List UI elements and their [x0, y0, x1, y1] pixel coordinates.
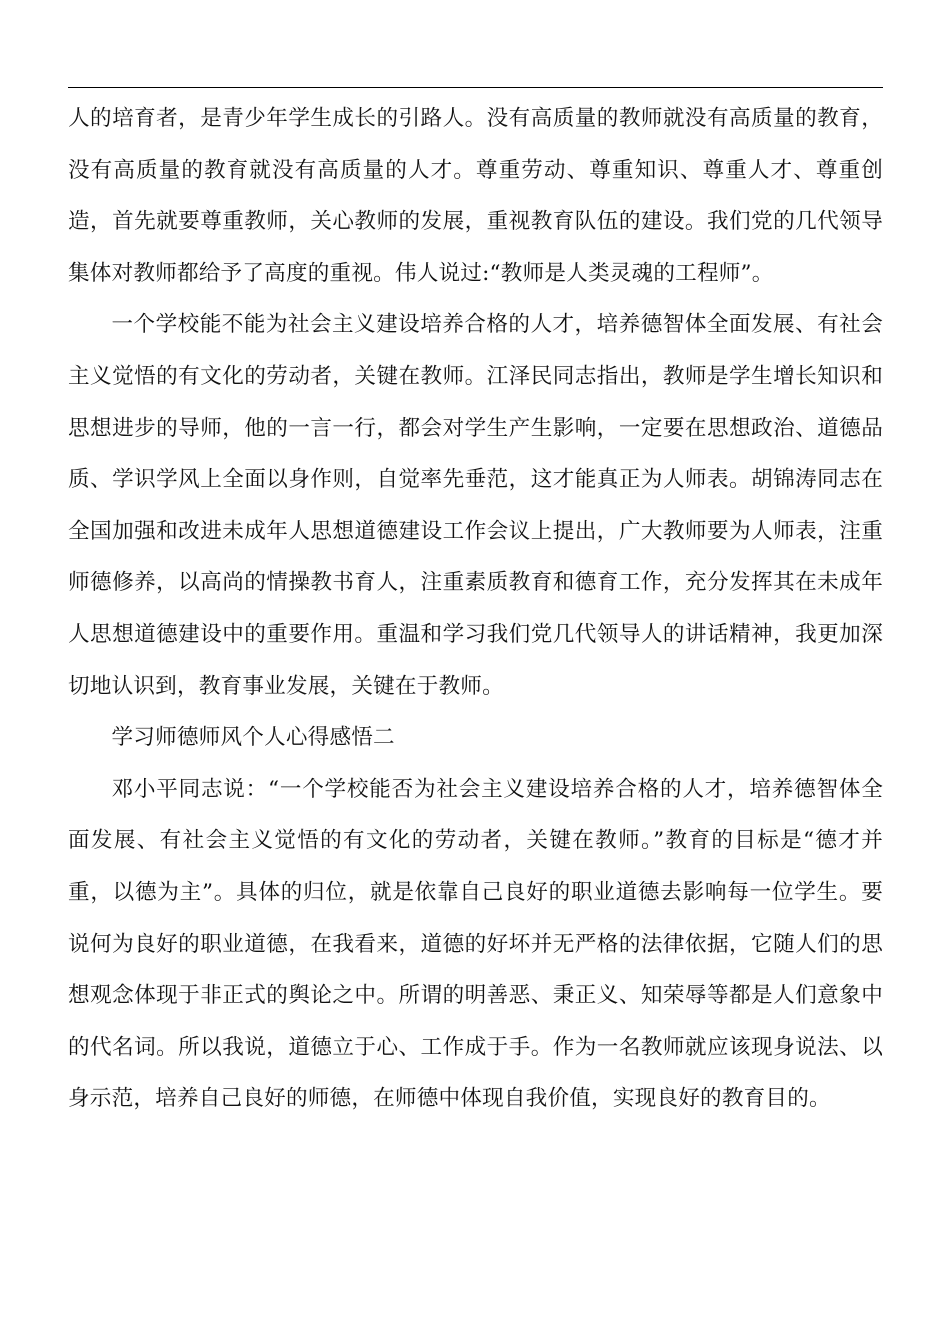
paragraph-continued: 人的培育者，是青少年学生成长的引路人。没有高质量的教师就没有高质量的教育，没有高质量的教育就没有高质量的人才。尊重劳动、尊重知识、尊重人才、尊重创造，首先就要尊重教师，关心教师的发展，重视教育队伍的建设。我们党的几代领导集体对教师都给予了高度的重视。伟人说过:“教师是人类灵魂的工程师”。 [68, 106, 883, 286]
document-page [68, 0, 883, 1344]
paragraph-teachers-key: 一个学校能不能为社会主义建设培养合格的人才，培养德智体全面发展、有社会主义觉悟的有文化的劳动者，关键在教师。江泽民同志指出，教师是学生增长知识和思想进步的导师，他的一言一行，都会对学生产生影响，一定要在思想政治、道德品质、学识学风上全面以身作则，自觉率先垂范，这才能真正为人师表。胡锦涛同志在全国加强和改进未成年人思想道德建设工作会议上提出，广大教师要为人师表，注重师德修养，以高尚的情操教书育人，注重素质教育和德育工作，充分发挥其在未成年人思想道德建设中的重要作用。重温和学习我们党几代领导人的讲话精神，我更加深切地认识到，教育事业发展，关键在于教师。 [68, 312, 883, 699]
section-heading: 学习师德师风个人心得感悟二 [111, 725, 395, 751]
paragraph-deng-quote: 邓小平同志说：“一个学校能否为社会主义建设培养合格的人才，培养德智体全面发展、有社会主义觉悟的有文化的劳动者，关键在教师。”教育的目标是“德才并重，以德为主”。具体的归位，就是依靠自己良好的职业道德去影响每一位学生。要说何为良好的职业道德，在我看来，道德的好坏并无严格的法律依据，它随人们的思想观念体现于非正式的舆论之中。所谓的明善恶、秉正义、知荣辱等都是人们意象中的代名词。所以我说，道德立于心、工作成于手。作为一名教师就应该现身说法、以身示范，培养自己良好的师德，在师德中体现自我价值，实现良好的教育目的。 [68, 776, 883, 1112]
document-body [68, 93, 883, 1125]
header-rule [68, 87, 883, 88]
